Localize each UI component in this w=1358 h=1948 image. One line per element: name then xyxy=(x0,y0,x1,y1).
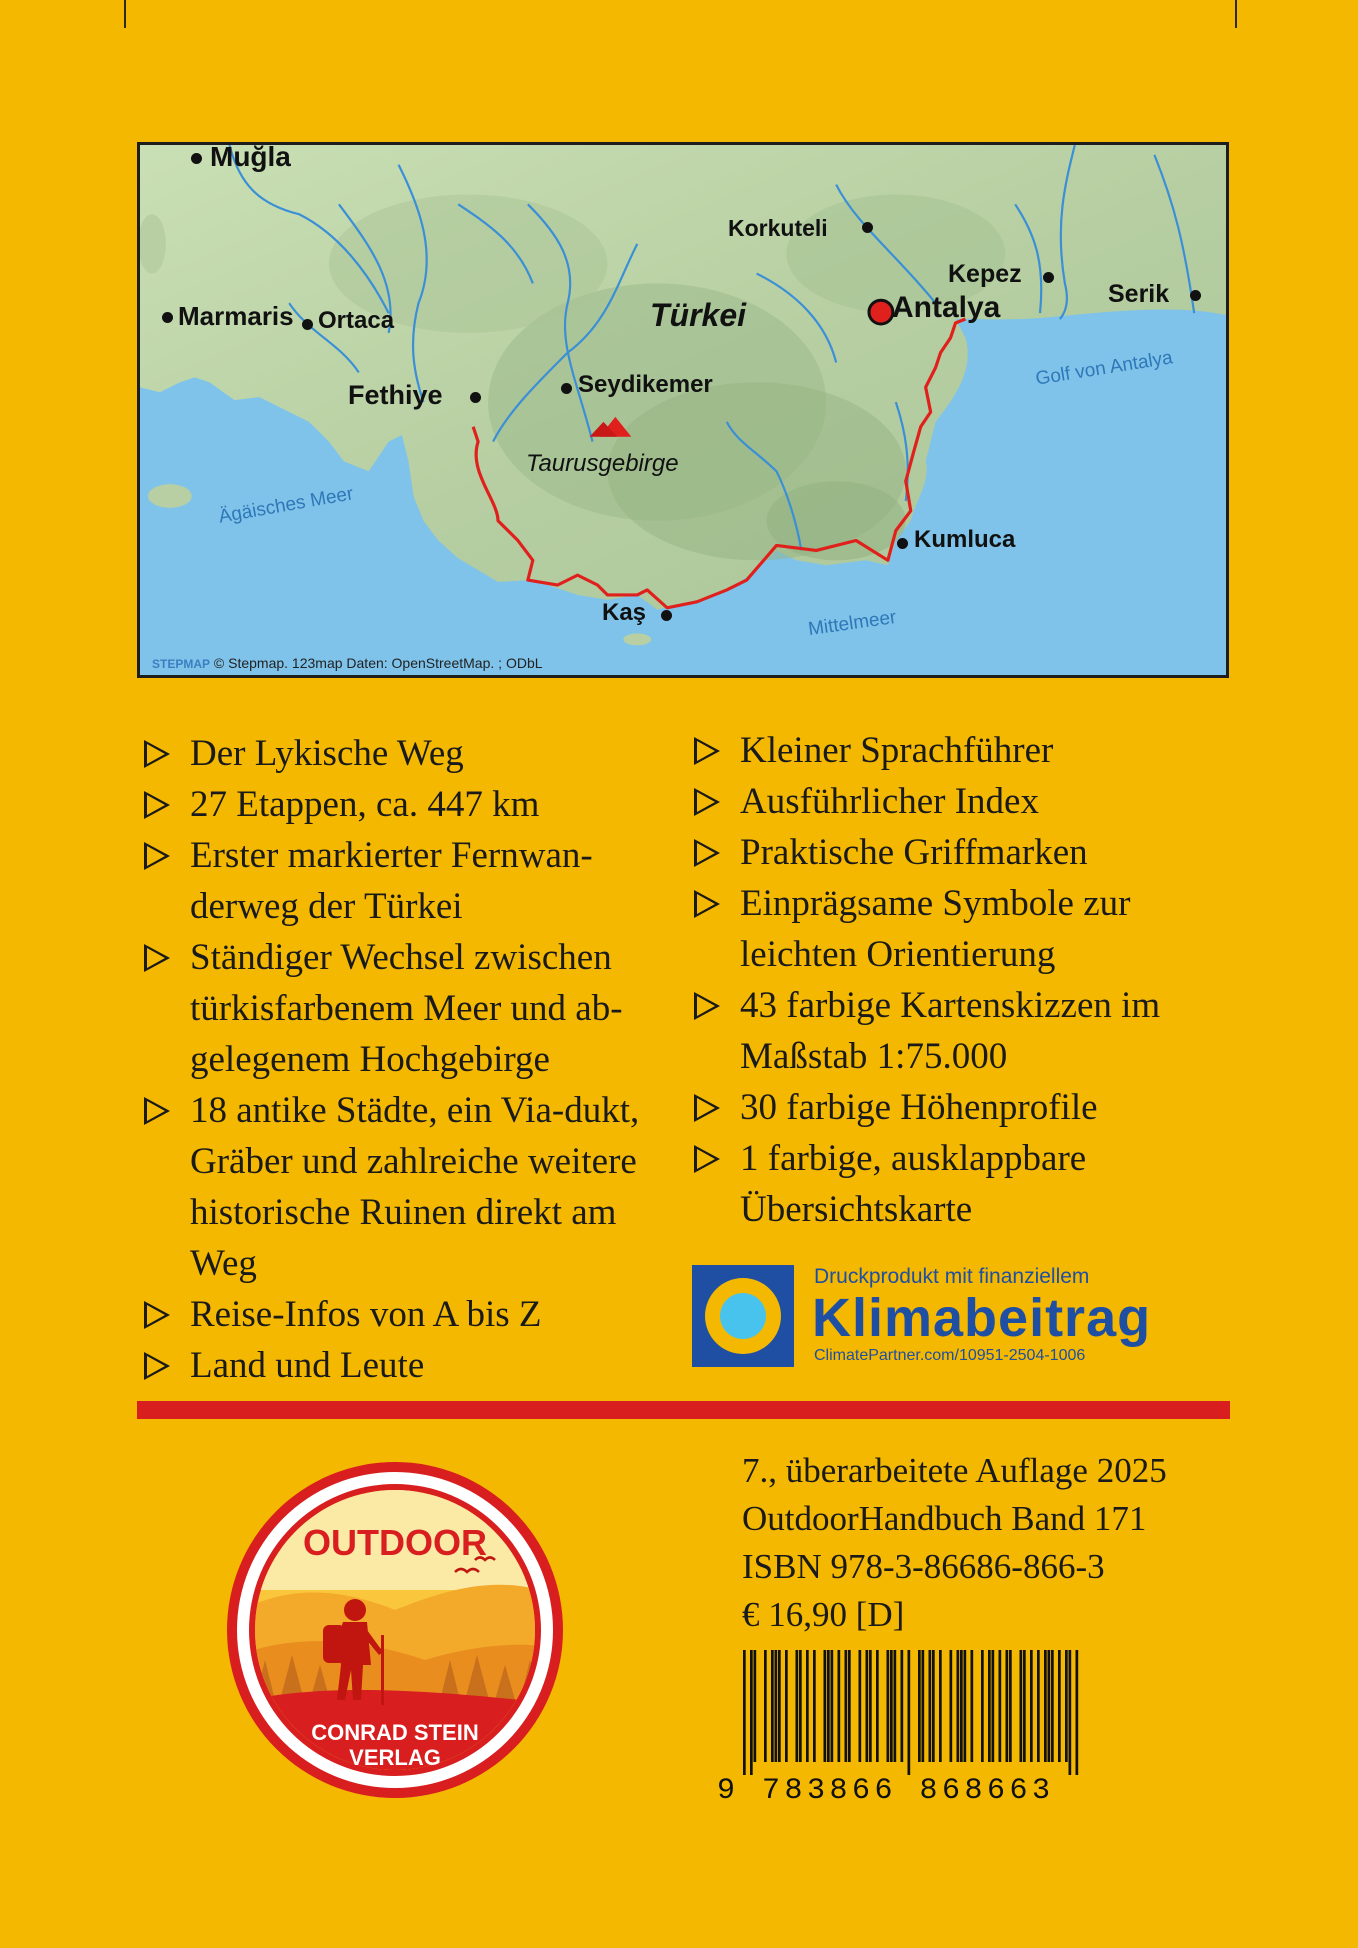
barcode-bar xyxy=(1051,1650,1054,1762)
barcode-bar xyxy=(1009,1650,1012,1762)
mountain-label: Taurusgebirge xyxy=(526,450,679,477)
list-item: 43 farbige Kartenskizzen im Maßstab 1:75.000 xyxy=(690,980,1250,1082)
city-korkuteli: Korkuteli xyxy=(728,215,828,241)
city-kas: Kaş xyxy=(602,599,647,626)
climate-title: Klimabeitrag xyxy=(812,1288,1152,1348)
city-mugla: Muğla xyxy=(210,142,291,172)
city-dot xyxy=(470,392,481,403)
barcode-bar xyxy=(1030,1650,1033,1762)
water-gulf: Golf von Antalya xyxy=(1034,347,1175,390)
barcode-bar xyxy=(796,1650,799,1762)
barcode-bar xyxy=(1006,1650,1009,1762)
list-item: Praktische Griffmarken xyxy=(690,827,1250,878)
triangle-bullet-icon xyxy=(144,1097,170,1125)
barcode-bar xyxy=(908,1650,911,1775)
badge-bottom-line2: VERLAG xyxy=(349,1745,441,1770)
barcode-bar xyxy=(922,1650,925,1762)
city-ortaca: Ortaca xyxy=(318,307,395,334)
city-dot xyxy=(1043,272,1054,283)
list-item: Einprägsame Symbole zur leichten Orientierung xyxy=(690,878,1250,980)
triangle-bullet-icon xyxy=(144,1301,170,1329)
route-map xyxy=(137,142,1229,678)
triangle-bullet-icon xyxy=(144,740,170,768)
city-kepez: Kepez xyxy=(948,260,1022,288)
barcode-bar xyxy=(932,1650,935,1762)
barcode-graphic xyxy=(715,1650,1115,1805)
feature-list-right xyxy=(690,725,1250,1235)
barcode-bar xyxy=(988,1650,991,1762)
map-graphic xyxy=(140,145,1226,675)
barcode-bar xyxy=(894,1650,897,1762)
barcode-bar xyxy=(845,1650,848,1762)
isbn: ISBN 978-3-86686-866-3 xyxy=(742,1547,1105,1586)
barcode-bar xyxy=(1020,1650,1023,1762)
barcode-bar xyxy=(1069,1650,1072,1775)
water-mediterranean: Mittelmeer xyxy=(806,606,898,641)
city-dot xyxy=(302,319,313,330)
publisher-badge xyxy=(225,1460,565,1800)
city-kumluca: Kumluca xyxy=(914,526,1016,553)
climate-line1: Druckprodukt mit finanziellem xyxy=(814,1265,1090,1288)
barcode-bar xyxy=(964,1650,967,1762)
triangle-bullet-icon xyxy=(694,737,720,765)
city-serik: Serik xyxy=(1108,280,1170,308)
barcode-bar xyxy=(869,1650,872,1762)
barcode-bar xyxy=(939,1650,942,1762)
barcode-bar xyxy=(824,1650,827,1762)
barcode-bar xyxy=(1044,1650,1047,1762)
barcode-bar xyxy=(960,1650,963,1762)
list-item: 18 antike Städte, ein Via-dukt, Gräber und zahlreiche weitere historische Ruinen direkt am Weg xyxy=(140,1085,680,1289)
list-item: Kleiner Sprachführer xyxy=(690,725,1250,776)
city-antalya: Antalya xyxy=(892,291,1001,324)
barcode-bar xyxy=(848,1650,851,1762)
barcode-bar xyxy=(764,1650,767,1762)
list-item: 1 farbige, ausklappbare Übersichtskarte xyxy=(690,1133,1250,1235)
city-dot xyxy=(162,312,173,323)
list-item: Ausführlicher Index xyxy=(690,776,1250,827)
antalya-marker xyxy=(869,300,893,324)
list-item: Erster markierter Fernwan-derweg der Türkei xyxy=(140,830,680,932)
triangle-bullet-icon xyxy=(144,791,170,819)
water-aegean: Ägäisches Meer xyxy=(217,483,355,528)
barcode-bar xyxy=(754,1650,757,1762)
triangle-bullet-icon xyxy=(694,839,720,867)
edition: 7., überarbeitete Auflage 2025 xyxy=(742,1451,1167,1490)
climate-url: ClimatePartner.com/10951-2504-1006 xyxy=(814,1347,1086,1364)
barcode-bar xyxy=(981,1650,984,1762)
barcode-bar xyxy=(1065,1650,1068,1762)
badge-top-text: OUTDOOR xyxy=(303,1522,487,1563)
list-item: 27 Etappen, ca. 447 km xyxy=(140,779,680,830)
list-item: Land und Leute xyxy=(140,1340,680,1391)
barcode-bar xyxy=(806,1650,809,1762)
outdoor-badge-graphic xyxy=(225,1460,565,1800)
barcode-bar xyxy=(831,1650,834,1762)
barcode-bar xyxy=(750,1650,753,1775)
barcode-bar xyxy=(901,1650,904,1762)
barcode-bar xyxy=(778,1650,781,1762)
barcode-bar xyxy=(890,1650,893,1762)
triangle-bullet-icon xyxy=(694,890,720,918)
book-info xyxy=(742,1447,1167,1639)
crop-mark xyxy=(1235,0,1237,28)
city-dot xyxy=(897,538,908,549)
list-item: 30 farbige Höhenprofile xyxy=(690,1082,1250,1133)
country-label: Türkei xyxy=(650,297,747,333)
city-dot xyxy=(191,153,202,164)
barcode-bar xyxy=(971,1650,974,1762)
triangle-bullet-icon xyxy=(144,842,170,870)
divider-bar xyxy=(137,1401,1230,1419)
series: OutdoorHandbuch Band 171 xyxy=(742,1499,1147,1538)
city-marmaris: Marmaris xyxy=(178,301,294,331)
barcode-bar xyxy=(1037,1650,1040,1762)
list-item: Der Lykische Weg xyxy=(140,728,680,779)
triangle-bullet-icon xyxy=(694,1145,720,1173)
feature-list-left xyxy=(140,728,680,1391)
badge-bottom-line1: CONRAD STEIN xyxy=(311,1720,479,1745)
barcode-bar xyxy=(887,1650,890,1762)
triangle-bullet-icon xyxy=(144,1352,170,1380)
barcode-bar xyxy=(1058,1650,1061,1762)
list-item: Reise-Infos von A bis Z xyxy=(140,1289,680,1340)
barcode-bar xyxy=(813,1650,816,1762)
barcode-bar xyxy=(1076,1650,1079,1775)
barcode-bar xyxy=(743,1650,746,1775)
triangle-bullet-icon xyxy=(694,992,720,1020)
list-item: Ständiger Wechsel zwischen türkisfarbenem Meer und ab-gelegenem Hochgebirge xyxy=(140,932,680,1085)
barcode-bar xyxy=(827,1650,830,1762)
triangle-bullet-icon xyxy=(694,788,720,816)
barcode-bar xyxy=(876,1650,879,1762)
isbn-barcode xyxy=(715,1650,1115,1805)
barcode-bar xyxy=(866,1650,869,1762)
barcode-bar xyxy=(1023,1650,1026,1762)
barcode-bar xyxy=(918,1650,921,1762)
barcode-bar xyxy=(999,1650,1002,1762)
barcode-bar xyxy=(950,1650,953,1762)
city-dot xyxy=(862,222,873,233)
barcode-bar xyxy=(957,1650,960,1762)
city-fethiye: Fethiye xyxy=(348,380,443,410)
climate-partner-badge xyxy=(692,1265,1212,1370)
city-dot xyxy=(561,383,572,394)
stepmap-logo: STEPMAP xyxy=(152,657,211,671)
climate-logo-icon xyxy=(692,1265,794,1367)
barcode-bar xyxy=(992,1650,995,1762)
triangle-bullet-icon xyxy=(144,944,170,972)
triangle-bullet-icon xyxy=(694,1094,720,1122)
city-dot xyxy=(1190,290,1201,301)
barcode-bar xyxy=(859,1650,862,1762)
barcode-bar xyxy=(1048,1650,1051,1762)
barcode-bar xyxy=(799,1650,802,1762)
price: € 16,90 [D] xyxy=(742,1595,905,1634)
barcode-bar xyxy=(838,1650,841,1762)
barcode-bar xyxy=(929,1650,932,1762)
barcode-bar xyxy=(771,1650,774,1762)
map-credit-text: © Stepmap. 123map Daten: OpenStreetMap. ; ODbL xyxy=(213,655,543,671)
map-credit xyxy=(152,655,543,671)
city-seydikemer: Seydikemer xyxy=(578,371,713,398)
barcode-bar xyxy=(785,1650,788,1762)
barcode-digits: 9 783866 868663 xyxy=(717,1774,1055,1805)
crop-mark xyxy=(124,0,126,28)
barcode-bar xyxy=(775,1650,778,1762)
city-dot xyxy=(661,610,672,621)
